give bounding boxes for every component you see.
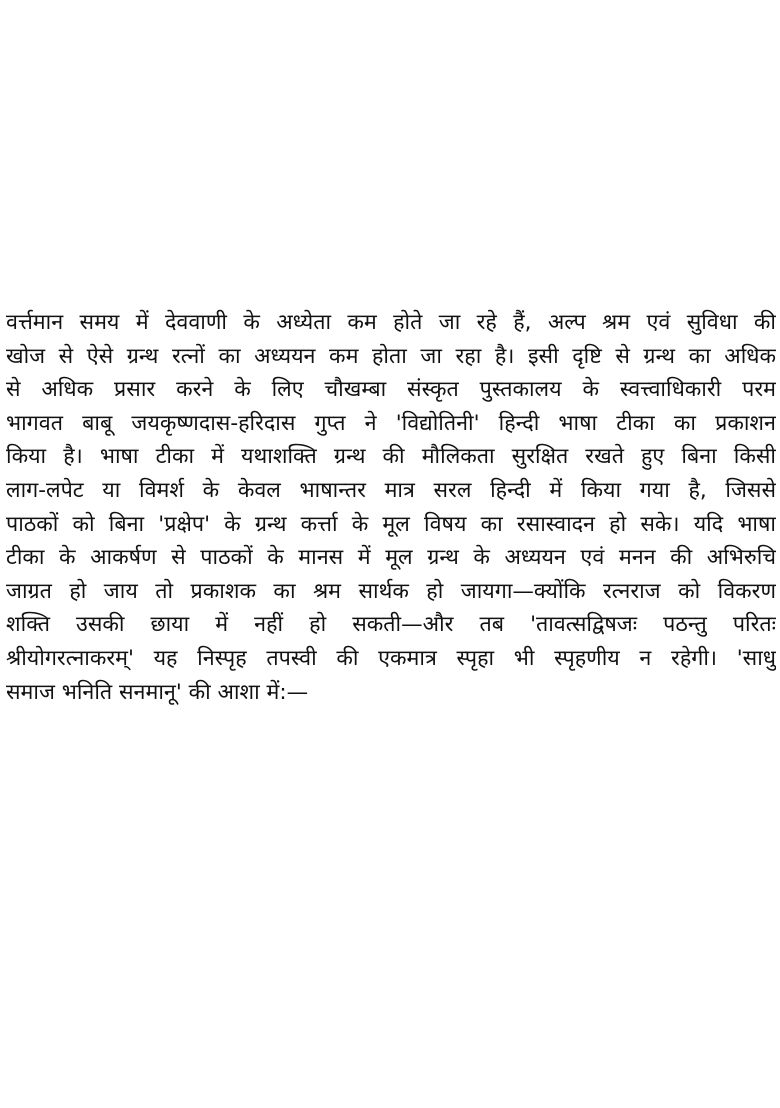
paragraph-line: जाग्रत हो जाय तो प्रकाशक का श्रम सार्थक हो जायगा—क्योंकि रत्नराज को विकरण bbox=[6, 578, 776, 604]
paragraph-line: वर्त्तमान समय में देववाणी के अध्येता कम होते जा रहे हैं, अल्प श्रम एवं सुविधा की bbox=[6, 310, 776, 335]
paragraph bbox=[6, 306, 776, 709]
paragraph-line: से अधिक प्रसार करने के लिए चौखम्बा संस्कृत पुस्तकालय के स्वत्त्वाधिकारी परम bbox=[6, 377, 776, 403]
paragraph-line: शक्ति उसकी छाया में नहीं हो सकती—और तब 'तावत्सद्विषजः पठन्तु परितः bbox=[6, 612, 776, 638]
paragraph-line: लाग-लपेट या विमर्श के केवल भाषान्तर मात्र सरल हिन्दी में किया गया है, जिससे bbox=[6, 477, 776, 503]
paragraph-line: खोज से ऐसे ग्रन्थ रत्नों का अध्ययन कम होता जा रहा है। इसी दृष्टि से ग्रन्थ का अधिक bbox=[6, 343, 776, 369]
paragraph-line: श्रीयोगरत्नाकरम्' यह निस्पृह तपस्वी की एकमात्र स्पृहा भी स्पृहणीय न रहेगी। 'साधु bbox=[6, 645, 776, 671]
paragraph-line: समाज भनिति सनमानू' की आशा में:— bbox=[6, 679, 309, 705]
paragraph-line: किया है। भाषा टीका में यथाशक्ति ग्रन्थ की मौलिकता सुरक्षित रखते हुए बिना किसी bbox=[6, 444, 776, 470]
paragraph-line: भागवत बाबू जयकृष्णदास-हरिदास गुप्त ने 'विद्योतिनी' हिन्दी भाषा टीका का प्रकाशन bbox=[6, 410, 776, 436]
paragraph-line: पाठकों को बिना 'प्रक्षेप' के ग्रन्थ कर्त्ता के मूल विषय का रसास्वादन हो सके। यदि भाषा bbox=[6, 511, 776, 537]
paragraph-line: टीका के आकर्षण से पाठकों के मानस में मूल ग्रन्थ के अध्ययन एवं मनन की अभिरुचि bbox=[6, 545, 776, 571]
